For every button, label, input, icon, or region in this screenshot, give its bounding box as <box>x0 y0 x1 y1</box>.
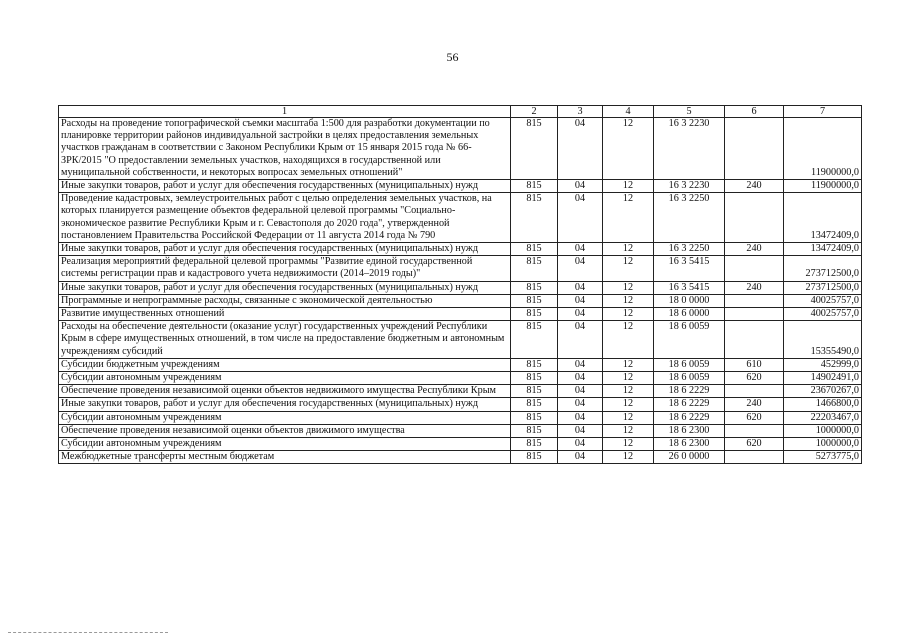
section-cell: 04 <box>558 451 603 464</box>
page-number: 56 <box>446 50 459 64</box>
grbs-cell: 815 <box>511 438 558 451</box>
amount-cell: 14902491,0 <box>784 372 862 385</box>
grbs-cell: 815 <box>511 294 558 307</box>
row-name-cell: Межбюджетные трансферты местным бюджетам <box>59 451 511 464</box>
row-name-cell: Программные и непрограммные расходы, связанные с экономической деятельностью <box>59 294 511 307</box>
row-name-cell: Расходы на обеспечение деятельности (оказание услуг) государственных учреждений Республики Крым в сфере имущественных отношений, в том числе на предоставление бюджетным и автономным учреждениям субсидий <box>59 321 511 359</box>
expense-type-cell: 610 <box>725 358 784 371</box>
subsection-cell: 12 <box>603 385 654 398</box>
header-cell: 2 <box>511 106 558 118</box>
target-article-cell: 16 3 2230 <box>654 180 725 193</box>
amount-cell: 11900000,0 <box>784 118 862 180</box>
section-cell: 04 <box>558 308 603 321</box>
row-name-cell: Развитие имущественных отношений <box>59 308 511 321</box>
subsection-cell: 12 <box>603 451 654 464</box>
target-article-cell: 16 3 2250 <box>654 193 725 243</box>
section-cell: 04 <box>558 256 603 281</box>
amount-cell: 5273775,0 <box>784 451 862 464</box>
expense-type-cell: 240 <box>725 398 784 411</box>
section-cell: 04 <box>558 180 603 193</box>
target-article-cell: 18 6 2300 <box>654 424 725 437</box>
grbs-cell: 815 <box>511 424 558 437</box>
amount-cell: 1466800,0 <box>784 398 862 411</box>
table-row <box>59 256 862 281</box>
expense-type-cell <box>725 451 784 464</box>
row-name-cell: Субсидии бюджетным учреждениям <box>59 358 511 371</box>
grbs-cell: 815 <box>511 321 558 359</box>
subsection-cell: 12 <box>603 256 654 281</box>
grbs-cell: 815 <box>511 193 558 243</box>
expense-type-cell <box>725 424 784 437</box>
header-cell: 5 <box>654 106 725 118</box>
table-row <box>59 372 862 385</box>
target-article-cell: 16 3 5415 <box>654 256 725 281</box>
header-cell: 3 <box>558 106 603 118</box>
table-row <box>59 308 862 321</box>
grbs-cell: 815 <box>511 372 558 385</box>
table-row <box>59 424 862 437</box>
amount-cell: 23670267,0 <box>784 385 862 398</box>
row-name-cell: Субсидии автономным учреждениям <box>59 438 511 451</box>
table-row <box>59 411 862 424</box>
table-row <box>59 281 862 294</box>
expense-type-cell: 240 <box>725 243 784 256</box>
grbs-cell: 815 <box>511 451 558 464</box>
table-row <box>59 321 862 359</box>
table-row <box>59 294 862 307</box>
target-article-cell: 16 3 2230 <box>654 118 725 180</box>
header-cell: 4 <box>603 106 654 118</box>
table-row <box>59 398 862 411</box>
grbs-cell: 815 <box>511 243 558 256</box>
expense-type-cell: 240 <box>725 281 784 294</box>
table-row <box>59 193 862 243</box>
section-cell: 04 <box>558 294 603 307</box>
amount-cell: 15355490,0 <box>784 321 862 359</box>
row-name-cell: Обеспечение проведения независимой оценки объектов движимого имущества <box>59 424 511 437</box>
target-article-cell: 18 6 0059 <box>654 372 725 385</box>
subsection-cell: 12 <box>603 372 654 385</box>
expense-type-cell: 620 <box>725 411 784 424</box>
section-cell: 04 <box>558 438 603 451</box>
target-article-cell: 18 6 2229 <box>654 398 725 411</box>
table-header-row <box>59 106 862 118</box>
amount-cell: 1000000,0 <box>784 438 862 451</box>
amount-cell: 13472409,0 <box>784 243 862 256</box>
amount-cell: 40025757,0 <box>784 294 862 307</box>
expense-type-cell <box>725 193 784 243</box>
row-name-cell: Субсидии автономным учреждениям <box>59 411 511 424</box>
subsection-cell: 12 <box>603 118 654 180</box>
subsection-cell: 12 <box>603 398 654 411</box>
subsection-cell: 12 <box>603 411 654 424</box>
table-row <box>59 451 862 464</box>
budget-table <box>58 105 862 464</box>
row-name-cell: Иные закупки товаров, работ и услуг для обеспечения государственных (муниципальных) нужд <box>59 243 511 256</box>
subsection-cell: 12 <box>603 193 654 243</box>
grbs-cell: 815 <box>511 256 558 281</box>
expense-type-cell <box>725 385 784 398</box>
table-body <box>59 106 862 464</box>
section-cell: 04 <box>558 118 603 180</box>
section-cell: 04 <box>558 398 603 411</box>
target-article-cell: 26 0 0000 <box>654 451 725 464</box>
grbs-cell: 815 <box>511 385 558 398</box>
target-article-cell: 18 6 0000 <box>654 308 725 321</box>
scan-artifact-line <box>8 632 168 634</box>
section-cell: 04 <box>558 424 603 437</box>
section-cell: 04 <box>558 358 603 371</box>
section-cell: 04 <box>558 321 603 359</box>
header-cell: 1 <box>59 106 511 118</box>
row-name-cell: Обеспечение проведения независимой оценки объектов недвижимого имущества Республики Крым <box>59 385 511 398</box>
expense-type-cell <box>725 308 784 321</box>
grbs-cell: 815 <box>511 398 558 411</box>
row-name-cell: Иные закупки товаров, работ и услуг для обеспечения государственных (муниципальных) нужд <box>59 281 511 294</box>
table-row <box>59 358 862 371</box>
section-cell: 04 <box>558 372 603 385</box>
section-cell: 04 <box>558 411 603 424</box>
subsection-cell: 12 <box>603 358 654 371</box>
table-row <box>59 243 862 256</box>
expense-type-cell: 620 <box>725 438 784 451</box>
target-article-cell: 16 3 5415 <box>654 281 725 294</box>
row-name-cell: Расходы на проведение топографической съемки масштаба 1:500 для разработки документации по планировке территории районов индивидуальной застройки в целях предоставления земельных участков гражданам в соответствии с Законом Республики Крым от 15 января 2015 года № 66-ЗРК/2015 "О предоставлении земельных участков, находящихся в государственной или муниципальной собственности, и некоторых вопросах земельных отношений" <box>59 118 511 180</box>
expense-type-cell <box>725 256 784 281</box>
row-name-cell: Проведение кадастровых, землеустроительных работ с целью определения земельных участков, на которых планируется размещение объектов федеральной целевой программы "Социально-экономическое развитие Республики Крым и г. Севастополя до 2020 года", утвержденной постановлением Правительства Российской Федерации от 11 августа 2014 года № 790 <box>59 193 511 243</box>
subsection-cell: 12 <box>603 243 654 256</box>
amount-cell: 11900000,0 <box>784 180 862 193</box>
target-article-cell: 18 6 2229 <box>654 385 725 398</box>
expense-type-cell <box>725 118 784 180</box>
table-row <box>59 118 862 180</box>
expense-type-cell <box>725 294 784 307</box>
grbs-cell: 815 <box>511 180 558 193</box>
table-row <box>59 180 862 193</box>
amount-cell: 13472409,0 <box>784 193 862 243</box>
table-row <box>59 385 862 398</box>
target-article-cell: 18 6 0059 <box>654 321 725 359</box>
amount-cell: 40025757,0 <box>784 308 862 321</box>
target-article-cell: 18 6 0059 <box>654 358 725 371</box>
section-cell: 04 <box>558 243 603 256</box>
subsection-cell: 12 <box>603 424 654 437</box>
expense-type-cell: 620 <box>725 372 784 385</box>
amount-cell: 452999,0 <box>784 358 862 371</box>
amount-cell: 273712500,0 <box>784 256 862 281</box>
row-name-cell: Иные закупки товаров, работ и услуг для обеспечения государственных (муниципальных) нужд <box>59 398 511 411</box>
header-cell: 6 <box>725 106 784 118</box>
amount-cell: 22203467,0 <box>784 411 862 424</box>
target-article-cell: 18 6 2300 <box>654 438 725 451</box>
target-article-cell: 18 6 2229 <box>654 411 725 424</box>
row-name-cell: Иные закупки товаров, работ и услуг для обеспечения государственных (муниципальных) нужд <box>59 180 511 193</box>
expense-type-cell <box>725 321 784 359</box>
grbs-cell: 815 <box>511 358 558 371</box>
section-cell: 04 <box>558 385 603 398</box>
header-cell: 7 <box>784 106 862 118</box>
target-article-cell: 16 3 2250 <box>654 243 725 256</box>
row-name-cell: Субсидии автономным учреждениям <box>59 372 511 385</box>
grbs-cell: 815 <box>511 411 558 424</box>
grbs-cell: 815 <box>511 308 558 321</box>
target-article-cell: 18 0 0000 <box>654 294 725 307</box>
expense-type-cell: 240 <box>725 180 784 193</box>
subsection-cell: 12 <box>603 321 654 359</box>
amount-cell: 1000000,0 <box>784 424 862 437</box>
section-cell: 04 <box>558 281 603 294</box>
row-name-cell: Реализация мероприятий федеральной целевой программы "Развитие единой государственной системы регистрации прав и кадастрового учета недвижимости (2014–2019 годы)" <box>59 256 511 281</box>
subsection-cell: 12 <box>603 438 654 451</box>
section-cell: 04 <box>558 193 603 243</box>
grbs-cell: 815 <box>511 281 558 294</box>
grbs-cell: 815 <box>511 118 558 180</box>
table-row <box>59 438 862 451</box>
subsection-cell: 12 <box>603 281 654 294</box>
subsection-cell: 12 <box>603 294 654 307</box>
amount-cell: 273712500,0 <box>784 281 862 294</box>
subsection-cell: 12 <box>603 308 654 321</box>
subsection-cell: 12 <box>603 180 654 193</box>
